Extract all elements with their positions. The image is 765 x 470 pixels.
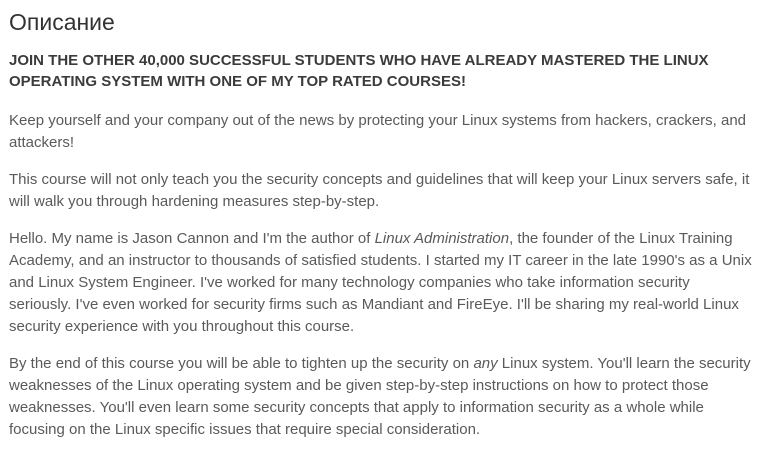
paragraph-course-overview: This course will not only teach you the security concepts and guidelines that will keep your Linux servers safe, it will walk you through hardening measures step-by-step. bbox=[9, 170, 750, 210]
instructor-bio-text-pre: Hello. My name is Jason Cannon and I'm the author of bbox=[9, 229, 375, 247]
paragraph-instructor-bio bbox=[9, 228, 755, 338]
outcomes-text-post: Linux system. You'll learn the security weaknesses of the Linux operating system and be given step-by-step instructions on how to protect those weaknesses. You'll even learn some security concepts that apply to information security as a whole while focusing on the Linux specific issues that require special consideration. bbox=[9, 354, 751, 438]
any-word-emphasis: any bbox=[473, 354, 498, 372]
book-title-emphasis: Linux Administration bbox=[374, 229, 510, 247]
paragraph-course-outcomes bbox=[9, 353, 755, 441]
paragraph-keep-safe: Keep yourself and your company out of the news by protecting your Linux systems from hackers, crackers, and attackers! bbox=[9, 111, 747, 151]
description-title: Описание bbox=[9, 9, 115, 35]
outcomes-text-pre: By the end of this course you will be able to tighten up the security on bbox=[9, 354, 474, 372]
paragraph-join-cta: JOIN THE OTHER 40,000 SUCCESSFUL STUDENTS WHO HAVE ALREADY MASTERED THE LINUX OPERATING SYSTEM WITH ONE OF MY TOP RATED COURSES! bbox=[9, 51, 709, 90]
instructor-bio-text-post: , the founder of the Linux Training Academy, and an instructor to thousands of satisfied students. I started my IT career in the late 1990's as a Unix and Linux System Engineer. I've worked for many technology companies who take information security seriously. I've even worked for security firms such as Mandiant and FireEye. I'll be sharing my real-world Linux security experience with you throughout this course. bbox=[9, 229, 752, 335]
